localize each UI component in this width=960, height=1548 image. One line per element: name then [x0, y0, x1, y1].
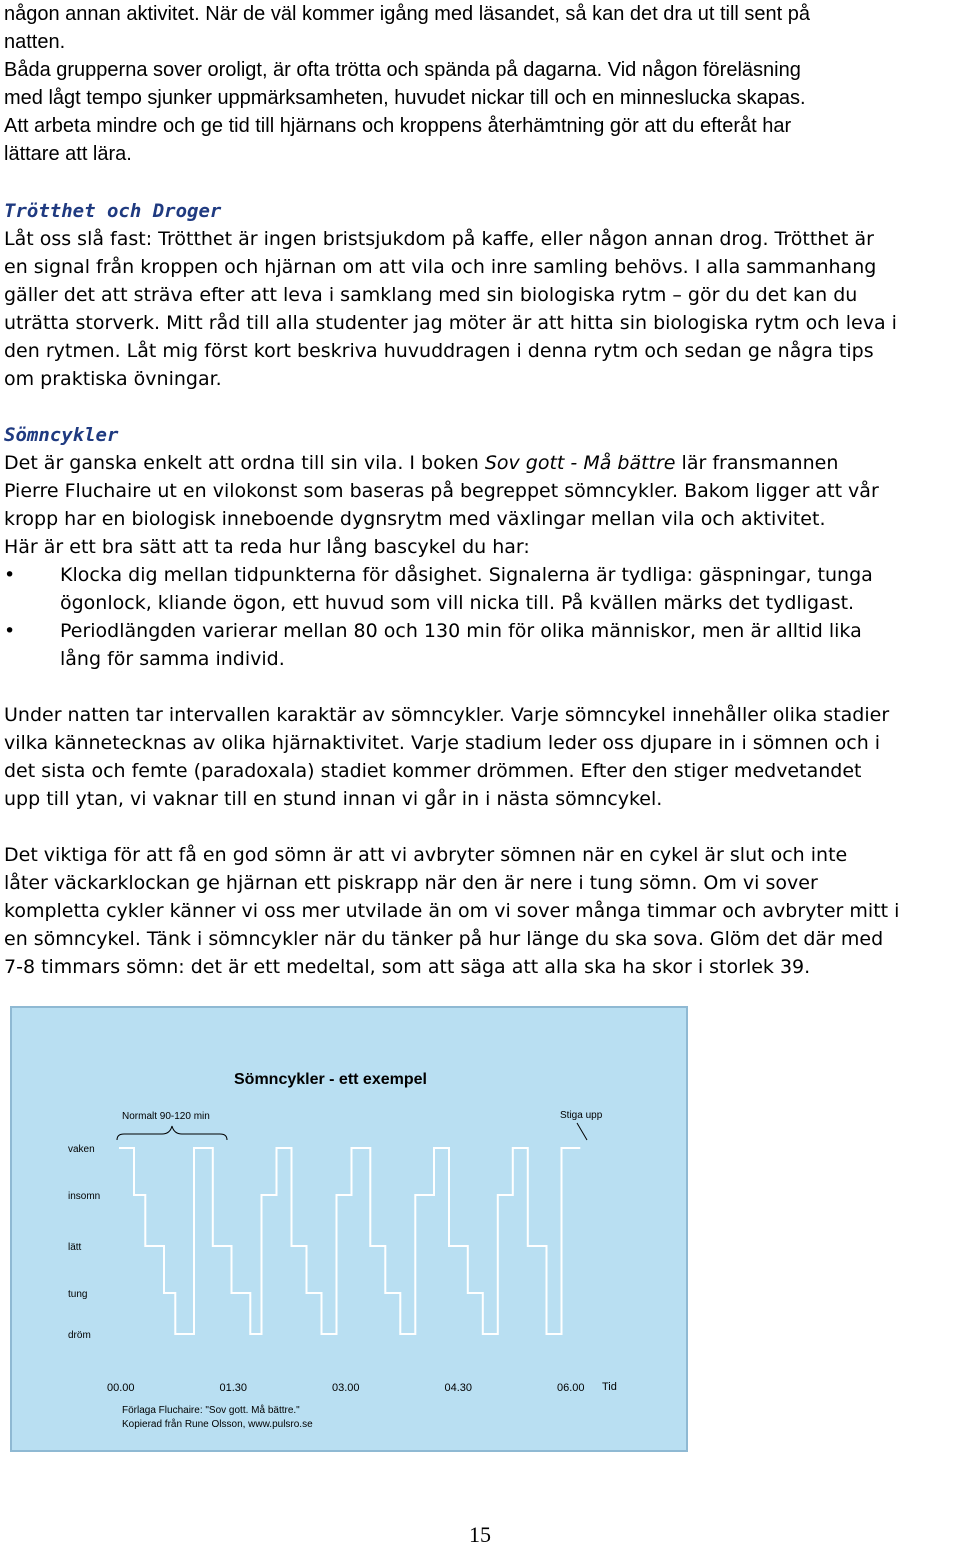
text-line: Att arbeta mindre och ge tid till hjärnans och kroppens återhämtning gör att du efteråt har — [4, 115, 792, 137]
x-axis-title: Tid — [602, 1381, 617, 1393]
text-line: Under natten tar intervallen karaktär av sömncykler. Varje sömncykel innehåller olika stadier — [4, 704, 890, 726]
text-line: den rytmen. Låt mig först kort beskriva huvuddragen i denna rytm och sedan ge några tips — [4, 340, 874, 362]
chart-title: Sömncykler - ett exempel — [234, 1071, 427, 1088]
section-trotthet — [4, 197, 956, 393]
text-line: kropp har en biologisk inneboende dygnsrytm med växlingar mellan vila och aktivitet. — [4, 508, 826, 530]
section-heading: Trötthet och Droger — [4, 200, 222, 222]
text-span: lär fransmannen — [675, 452, 839, 474]
page-number: 15 — [469, 1522, 491, 1547]
text-line: kompletta cykler känner vi oss mer utvilade än om vi sover många timmar och avbryter mitt i — [4, 900, 900, 922]
text-line: Här är ett bra sätt att ta reda hur lång bascykel du har: — [4, 536, 530, 558]
section-somncykler — [4, 421, 956, 673]
section-heading: Sömncykler — [4, 424, 119, 446]
paragraph-night — [4, 701, 956, 813]
text-span: Klocka dig mellan tidpunkterna för dåsighet. Signalerna är tydliga: gäspningar, tunga — [60, 564, 873, 586]
wake-up-annotation: Stiga upp — [560, 1110, 603, 1121]
text-line: Det viktiga för att få en god sömn är att vi avbryter sömnen när en cykel är slut och inte — [4, 844, 848, 866]
x-axis-labels — [107, 1382, 585, 1394]
x-tick-label: 00.00 — [107, 1382, 135, 1394]
text-line: Låt oss slå fast: Trötthet är ingen bristsjukdom på kaffe, eller någon annan drog. Trötthet är — [4, 228, 874, 250]
intro-paragraph — [4, 0, 956, 168]
text-line: en signal från kroppen och hjärnan om att vila och inre samling behövs. I alla sammanhang — [4, 256, 877, 278]
source-line: Kopierad från Rune Olsson, www.pulsro.se — [122, 1419, 313, 1430]
text-line: med lågt tempo sjunker uppmärksamheten, huvudet nickar till och en minneslucka skapas. — [4, 87, 806, 109]
text-line: upp till ytan, vi vaknar till en stund innan vi går in i nästa sömncykel. — [4, 788, 663, 810]
text-span: ögonlock, kliande ögon, ett huvud som vill nicka till. På kvällen märks det tydligast. — [60, 592, 855, 614]
text-line: 7-8 timmars sömn: det är ett medeltal, som att säga att alla ska ha skor i storlek 39. — [4, 956, 811, 978]
x-tick-label: 01.30 — [219, 1382, 248, 1394]
y-level-label: vaken — [68, 1144, 95, 1155]
y-level-label: dröm — [68, 1330, 91, 1341]
text-line: det sista och femte (paradoxala) stadiet kommer drömmen. Efter den stiger medvetandet — [4, 760, 862, 782]
bullet-icon: • — [4, 564, 16, 586]
sleep-cycle-chart — [10, 1006, 688, 1452]
source-line: Förlaga Fluchaire: "Sov gott. Må bättre." — [122, 1405, 300, 1416]
text-line: gäller det att sträva efter att leva i samklang med sin biologiska rytm – gör du det kan du — [4, 284, 858, 306]
chart-svg — [12, 1008, 686, 1450]
y-level-label: tung — [68, 1289, 88, 1300]
x-tick-label: 04.30 — [444, 1382, 473, 1394]
text-span: Det är ganska enkelt att ordna till sin vila. I boken — [4, 452, 485, 474]
x-tick-label: 03.00 — [332, 1382, 360, 1394]
cycle-brace — [117, 1126, 227, 1140]
text-span: lång för samma individ. — [60, 648, 285, 670]
text-line: uträtta storverk. Mitt råd till alla studenter jag möter är att hitta sin biologiska rytm och leva i — [4, 312, 897, 334]
bullet-icon: • — [4, 620, 16, 642]
text-line: låter väckarklockan ge hjärnan ett piskrapp när den är nere i tung sömn. Om vi sover — [4, 872, 818, 894]
text-line: Pierre Fluchaire ut en vilokonst som baseras på begreppet sömncykler. Bakom ligger att vår — [4, 480, 879, 502]
list-item — [4, 617, 956, 673]
text-line: Båda grupperna sover oroligt, är ofta trötta och spända på dagarna. Vid någon föreläsning — [4, 59, 801, 81]
x-tick-label: 06.00 — [557, 1382, 585, 1394]
text-line: vilka kännetecknas av olika hjärnaktivitet. Varje stadium leder oss djupare in i sömnen och i — [4, 732, 881, 754]
text-line: natten. — [4, 31, 66, 53]
bullet-list — [4, 561, 956, 673]
series-line — [119, 1148, 580, 1334]
list-item — [4, 561, 956, 617]
y-level-label: insomn — [68, 1191, 101, 1202]
wake-up-arrow — [577, 1123, 587, 1140]
text-line: lättare att lära. — [4, 143, 132, 165]
text-line: en sömncykel. Tänk i sömncykler när du tänker på hur länge du ska sova. Glöm det där med — [4, 928, 884, 950]
text-line — [4, 449, 956, 477]
book-title: Sov gott - Må bättre — [484, 452, 676, 474]
text-line: om praktiska övningar. — [4, 368, 222, 390]
paragraph-important — [4, 841, 956, 981]
y-axis-labels — [68, 1144, 100, 1341]
cycle-length-annotation: Normalt 90-120 min — [122, 1111, 210, 1122]
text-span: Periodlängden varierar mellan 80 och 130 min för olika människor, men är alltid lika — [60, 620, 862, 642]
text-line: någon annan aktivitet. När de väl kommer igång med läsandet, så kan det dra ut till sent på — [4, 3, 811, 25]
y-level-label: lätt — [68, 1242, 82, 1253]
